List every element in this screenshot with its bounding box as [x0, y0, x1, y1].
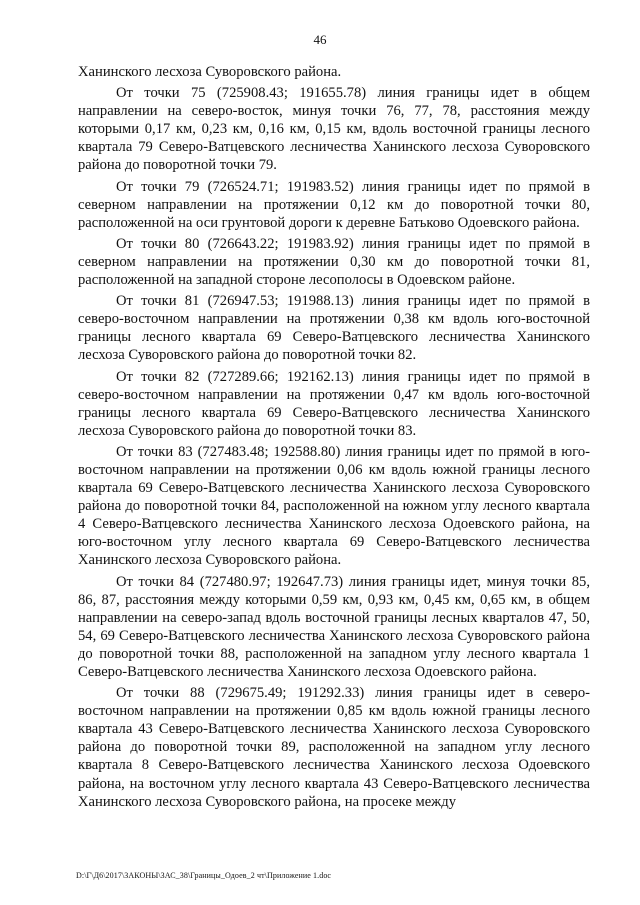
paragraph-point-83: От точки 83 (727483.48; 192588.80) линия границы идет по прямой в юго-восточном направлении на протяжении 0,06 км вдоль южной границы лесного квартала 69 Северо-Ватцевского лесничества Ханинского лесхоза Суворовского района до поворотной точки 84, расположенной на южном углу лесного квартала 4 Северо-Ватцевского лесничества Ханинского лесхоза Одоевского района, на юго-восточном углу лесного квартала 69 Северо-Ватцевского лесничества Ханинского лесхоза Суворовского района. — [78, 443, 590, 569]
document-body — [78, 63, 590, 814]
paragraph-point-75: От точки 75 (725908.43; 191655.78) линия границы идет в общем направлении на северо-восток, минуя точки 76, 77, 78, расстояния между которыми 0,17 км, 0,23 км, 0,16 км, 0,15 км, вдоль восточной границы лесного квартала 79 Северо-Ватцевского лесничества Ханинского лесхоза Суворовского района до поворотной точки 79. — [78, 85, 590, 174]
paragraph-point-79: От точки 79 (726524.71; 191983.52) линия границы идет по прямой в северном направлении на протяжении 0,12 км до поворотной точки 80, расположенной на оси грунтовой дороги к деревне Батьково Одоевского района. — [78, 178, 590, 231]
paragraph-point-88: От точки 88 (729675.49; 191292.33) линия границы идет в северо-восточном направлении на протяжении 0,85 км вдоль южной границы лесного квартала 43 Северо-Ватцевского лесничества Ханинского лесхоза Суворовского района до поворотной точки 89, расположенной на западном углу лесного квартала 8 Северо-Ватцевского лесничества Ханинского лесхоза Одоевского района, на восточном углу лесного квартала 43 Северо-Ватцевского лесничества Ханинского лесхоза Суворовского района, на просеке между — [78, 685, 590, 810]
paragraph-continuation: Ханинского лесхоза Суворовского района. — [78, 64, 342, 80]
paragraph-point-81: От точки 81 (726947.53; 191988.13) линия границы идет по прямой в северо-восточном направлении на протяжении 0,38 км вдоль юго-восточной границы лесного квартала 69 Северо-Ватцевского лесничества Ханинского лесхоза Суворовского района до поворотной точки 82. — [78, 293, 590, 364]
page-number: 46 — [313, 32, 327, 47]
footer-file-path: D:\Г\Д6\2017\ЗАКОНЫ\ЗАС_38\Границы_Одоев_2 чт\Приложение 1.doc — [76, 871, 332, 880]
paragraph-point-82: От точки 82 (727289.66; 192162.13) линия границы идет по прямой в северо-восточном направлении на протяжении 0,47 км вдоль юго-восточной границы лесного квартала 69 Северо-Ватцевского лесничества Ханинского лесхоза Суворовского района до поворотной точки 83. — [78, 368, 590, 439]
paragraph-point-84: От точки 84 (727480.97; 192647.73) линия границы идет, минуя точки 85, 86, 87, расстояния между которыми 0,59 км, 0,93 км, 0,45 км, 0,65 км, в общем направлении на северо-запад вдоль восточной границы лесных кварталов 47, 50, 54, 69 Северо-Ватцевского лесничества Ханинского лесхоза Суворовского района до поворотной точки 88, расположенной на западном углу лесного квартала 1 Северо-Ватцевского лесничества Ханинского лесхоза Одоевского района. — [78, 573, 590, 680]
paragraph-point-80: От точки 80 (726643.22; 191983.92) линия границы идет по прямой в северном направлении на протяжении 0,30 км до поворотной точки 81, расположенной на западной стороне лесополосы в Одоевском районе. — [78, 235, 590, 289]
